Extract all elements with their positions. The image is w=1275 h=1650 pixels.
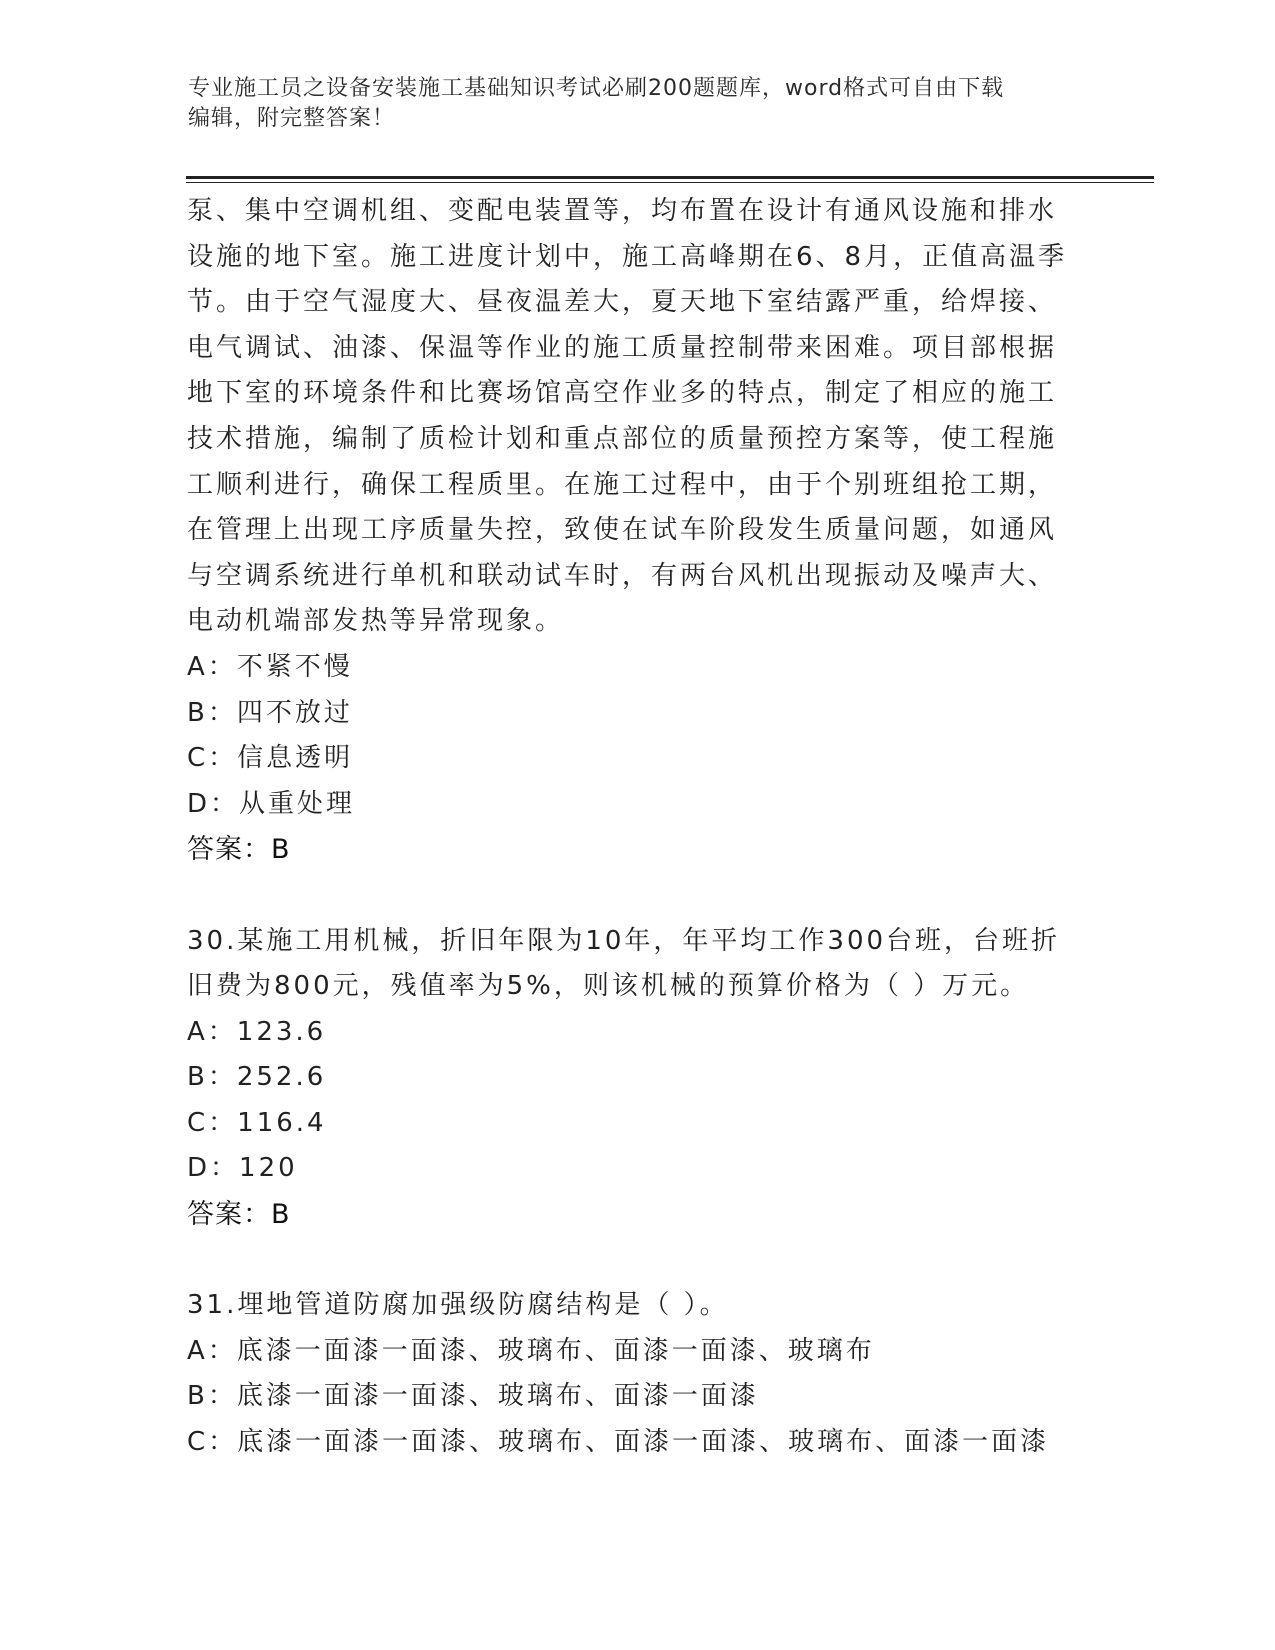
option-a: A：123.6	[187, 1016, 327, 1047]
question-stem-line: 地下室的环境条件和比赛场馆高空作业多的特点，制定了相应的施工	[187, 378, 1058, 409]
option-b: B：四不放过	[187, 697, 353, 728]
document-body	[187, 189, 1087, 1466]
question-31	[187, 1283, 1087, 1465]
option-d: D：120	[187, 1153, 298, 1184]
option-b: B：252.6	[187, 1062, 327, 1093]
question-stem-line: 工顺利进行，确保工程质里。在施工过程中，由于个别班组抢工期，	[187, 469, 1058, 500]
answer-line: 答案：B	[187, 834, 291, 866]
question-stem-line: 设施的地下室。施工进度计划中，施工高峰期在6、8月，正值高温季	[187, 241, 1068, 272]
spacer	[187, 1238, 1087, 1284]
option-a: A：不紧不慢	[187, 651, 353, 682]
spacer	[187, 873, 1087, 919]
option-b: B：底漆一面漆一面漆、玻璃布、面漆一面漆	[187, 1381, 759, 1412]
question-stem-line: 技术措施，编制了质检计划和重点部位的质量预控方案等，使工程施	[187, 423, 1058, 454]
header-line-2: 编辑，附完整答案！	[188, 106, 396, 131]
answer-line: 答案：B	[187, 1199, 291, 1231]
question-stem-line: 旧费为800元，残值率为5%，则该机械的预算价格为（ ）万元。	[187, 971, 1030, 1002]
question-stem-line: 31.埋地管道防腐加强级防腐结构是（ ）。	[187, 1290, 729, 1321]
option-c: C：116.4	[187, 1107, 327, 1138]
option-a: A：底漆一面漆一面漆、玻璃布、面漆一面漆、玻璃布	[187, 1335, 875, 1366]
option-d: D：从重处理	[187, 788, 356, 819]
question-29	[187, 189, 1087, 873]
header-rule-thin	[186, 182, 1154, 183]
question-stem-line: 与空调系统进行单机和联动试车时，有两台风机出现振动及噪声大、	[187, 560, 1058, 591]
question-stem-line: 节。由于空气湿度大、昼夜温差大，夏天地下室结露严重，给焊接、	[187, 287, 1058, 318]
option-c: C：信息透明	[187, 743, 354, 774]
document-header	[188, 74, 1088, 134]
question-stem-line: 电气调试、油漆、保温等作业的施工质量控制带来困难。项目部根据	[187, 332, 1058, 363]
question-30	[187, 919, 1087, 1238]
header-line-1: 专业施工员之设备安装施工基础知识考试必刷200题题库，word格式可自由下载	[188, 76, 1005, 101]
question-stem-line: 电动机端部发热等异常现象。	[187, 606, 565, 637]
question-stem-line: 在管理上出现工序质量失控，致使在试车阶段发生质量问题，如通风	[187, 515, 1058, 546]
question-stem-line: 泵、集中空调机组、变配电装置等，均布置在设计有通风设施和排水	[187, 196, 1058, 226]
option-c: C：底漆一面漆一面漆、玻璃布、面漆一面漆、玻璃布、面漆一面漆	[187, 1427, 1050, 1458]
question-stem-line: 30.某施工用机械，折旧年限为10年，年平均工作300台班，台班折	[187, 925, 1061, 956]
header-rule-thick	[186, 176, 1154, 179]
